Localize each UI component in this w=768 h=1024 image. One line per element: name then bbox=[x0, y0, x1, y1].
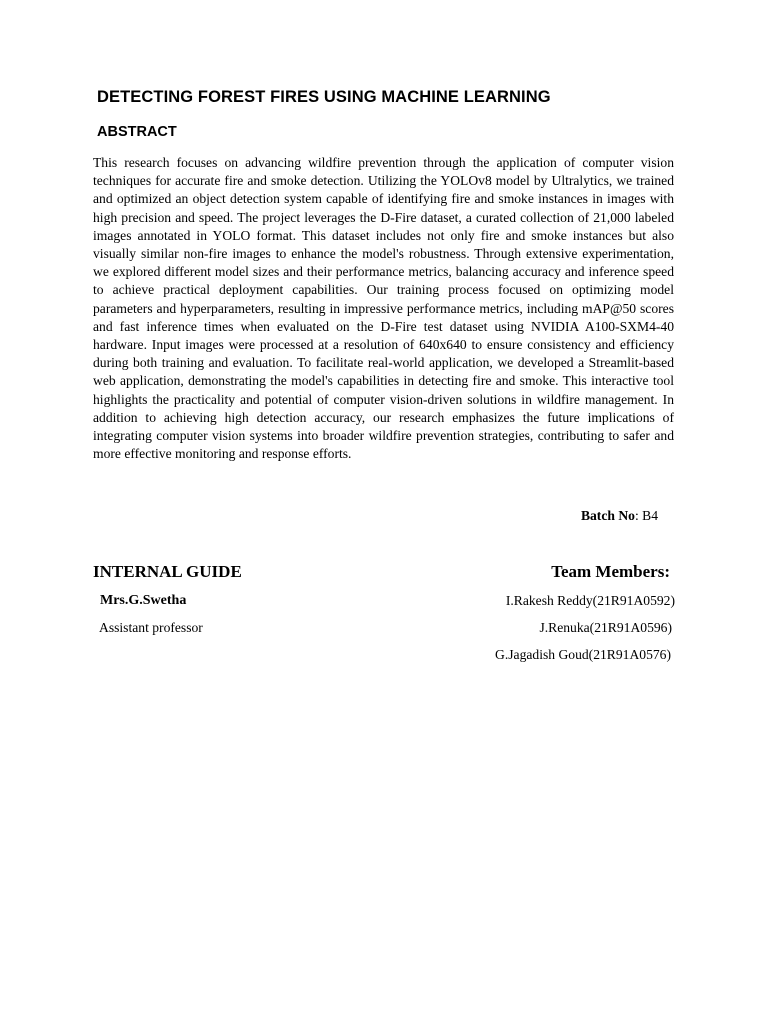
abstract-heading: ABSTRACT bbox=[97, 124, 177, 140]
internal-guide-heading: INTERNAL GUIDE bbox=[93, 562, 242, 581]
team-member: J.Renuka(21R91A0596) bbox=[539, 620, 672, 635]
abstract-paragraph: This research focuses on advancing wildfire prevention through the application of computer vision techniques for accurate fire and smoke detection. Utilizing the YOLOv8 model by Ultralytics, we trained and optimized an object detection system capable of identifying fire and smoke instances in images with high precision and speed. The project leverages the D-Fire dataset, a curated collection of 21,000 labeled images annotated in YOLO format. This dataset includes not only fire and smoke instances but also visually similar non-fire images to enhance the model's robustness. Through extensive experimentation, we explored different model sizes and their performance metrics, balancing accuracy and inference speed to achieve practical deployment capabilities. Our training process focused on optimizing model parameters and hyperparameters, resulting in impressive performance metrics, including mAP@50 scores and fast inference times when evaluated on the D-Fire test dataset using NVIDIA A100-SXM4-40 hardware. Input images were processed at a resolution of 640x640 to ensure consistency and efficiency during both training and evaluation. To facilitate real-world application, we developed a Streamlit-based web application, demonstrating the model's capabilities in detecting fire and smoke. This interactive tool highlights the practicality and potential of computer vision-driven solutions in wildfire management. In addition to achieving high detection accuracy, our research emphasizes the future implications of integrating computer vision systems into broader wildfire prevention strategies, contributing to safer and more effective monitoring and response efforts. bbox=[93, 155, 674, 462]
batch-number bbox=[581, 508, 658, 524]
batch-separator: : bbox=[634, 508, 643, 523]
team-members-heading: Team Members: bbox=[551, 562, 670, 581]
document-title: DETECTING FOREST FIRES USING MACHINE LEARNING bbox=[97, 88, 551, 106]
team-member: I.Rakesh Reddy(21R91A0592) bbox=[505, 593, 675, 608]
batch-value: B4 bbox=[642, 508, 658, 523]
batch-label: Batch No bbox=[580, 508, 635, 523]
guide-name: Mrs.G.Swetha bbox=[100, 593, 187, 608]
team-member: G.Jagadish Goud(21R91A0576) bbox=[495, 647, 671, 662]
guide-role: Assistant professor bbox=[99, 620, 203, 635]
